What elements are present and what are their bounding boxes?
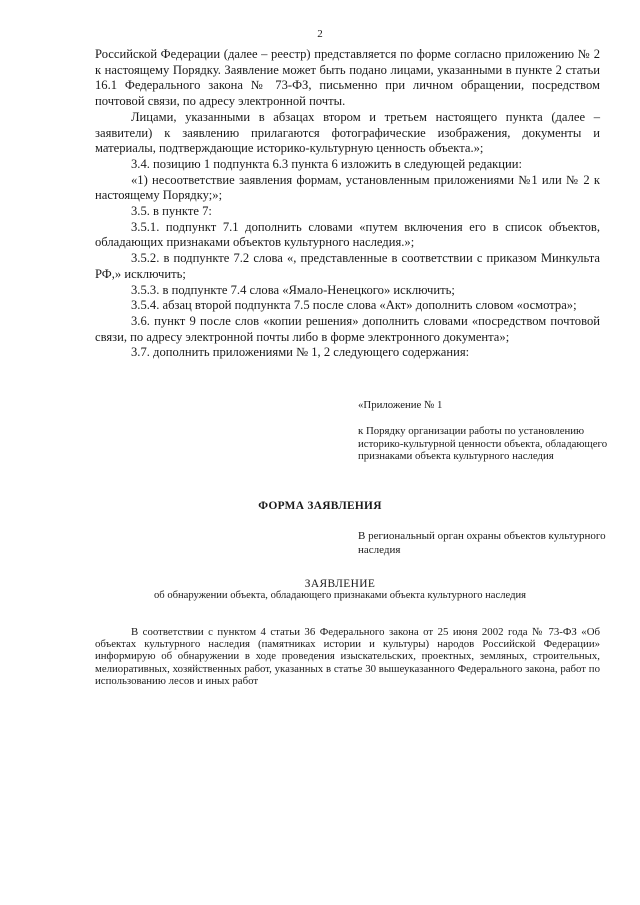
form-title: ФОРМА ЗАЯВЛЕНИЯ (258, 500, 382, 512)
statement-paragraph: В соответствии с пунктом 4 статьи 36 Федерального закона от 25 июня 2002 года № 73-ФЗ «Об объектах культурного наследия (памятниках истории и культуры) народов Российской Федерации» информирую об обнаружении в ходе проведения изыскательских, проектных, земляных, строительных, мелиоративных, хозяйственных работ, указанных в статье 30 вышеуказанного Федерального закона, работ по использованию лесов и иных работ (95, 626, 600, 687)
page-number: 2 (317, 28, 323, 40)
paragraph-applicants-attachments: Лицами, указанными в абзацах втором и третьем настоящего пункта (далее – заявители) к заявлению прилагаются фотографические изображения, документы и материалы, подтверждающие историко-культурную ценность объекта.»; (95, 109, 600, 156)
paragraph-item-3-5-1: 3.5.1. подпункт 7.1 дополнить словами «путем включения его в список объектов, обладающих признаками объектов культурного наследия.»; (95, 219, 600, 250)
paragraph-item-3-6: 3.6. пункт 9 после слов «копии решения» дополнить словами «посредством почтовой связи, по адресу электронной почты либо в форме электронного документа»; (95, 313, 600, 344)
paragraph-item-3-7: 3.7. дополнить приложениями № 1, 2 следующего содержания: (131, 345, 470, 360)
paragraph-item-3-4-text: «1) несоответствие заявления формам, установленным приложениями №1 или № 2 к настоящему Порядку;»; (95, 172, 600, 203)
paragraph-item-3-5-3: 3.5.3. в подпункте 7.4 слова «Ямало-Ненецкого» исключить; (131, 282, 455, 297)
paragraph-item-3-4: 3.4. позицию 1 подпункта 6.3 пункта 6 изложить в следующей редакции: (131, 156, 522, 171)
paragraph-item-3-5-4: 3.5.4. абзац второй подпункта 7.5 после слова «Акт» дополнить словом «осмотра»; (131, 298, 577, 313)
statement-body (95, 626, 600, 687)
paragraph-item-3-5: 3.5. в пункте 7: (131, 204, 212, 219)
paragraph-registry-form: Российской Федерации (далее – реестр) представляется по форме согласно приложению № 2 к настоящему Порядку. Заявление может быть подано лицами, указанными в пункте 2 статьи 16.1 Федерального закона № 73-ФЗ, письменно при личном обращении, посредством почтовой связи, по адресу электронной почты. (95, 47, 600, 109)
statement-subtitle: об обнаружении объекта, обладающего признаками объекта культурного наследия (153, 590, 526, 601)
amendment-text (95, 47, 600, 361)
addressee: В региональный орган охраны объектов культурного наследия (358, 530, 606, 556)
appendix-reference: к Порядку организации работы по установлению историко-культурной ценности объекта, обладающего признаками объекта культурного наследия (358, 425, 608, 463)
statement-title: ЗАЯВЛЕНИЕ (304, 578, 376, 590)
paragraph-item-3-5-2: 3.5.2. в подпункте 7.2 слова «, представленные в соответствии с приказом Минкульта РФ,» исключить; (95, 251, 600, 281)
appendix-title: «Приложение № 1 (358, 399, 443, 411)
